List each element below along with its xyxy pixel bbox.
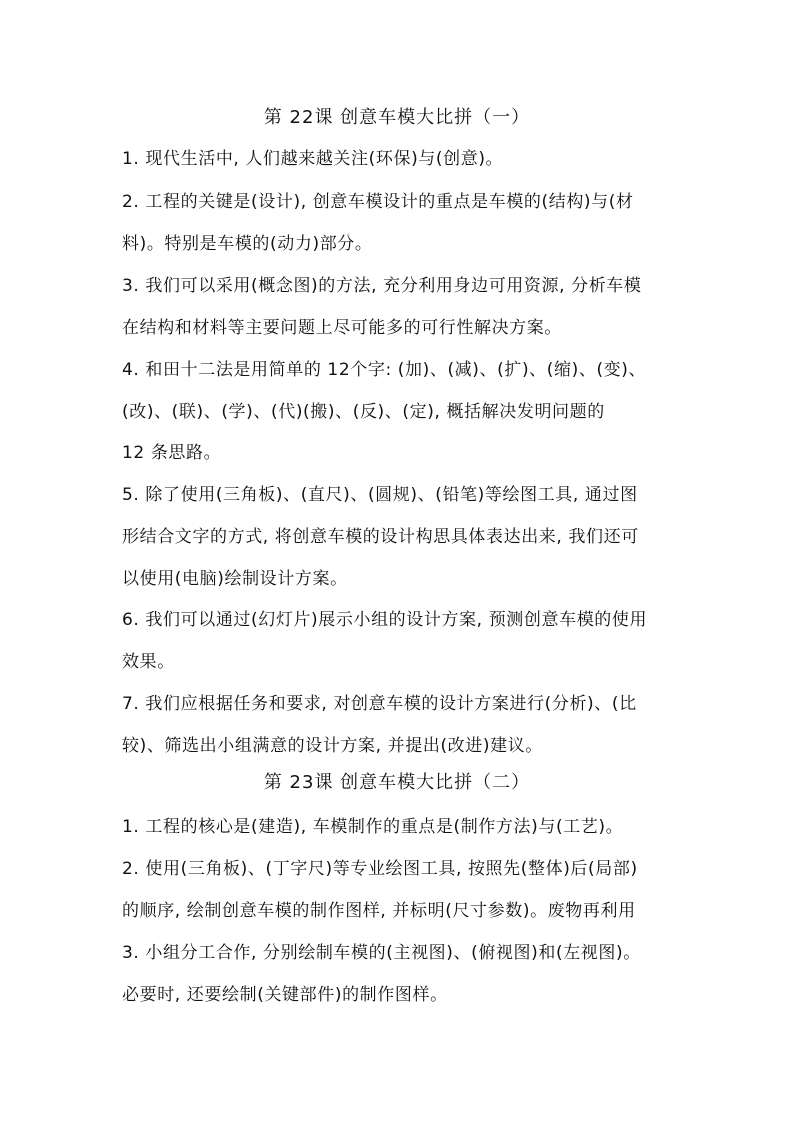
lesson-22-line-13: 效果。 — [122, 652, 175, 672]
lesson-22-line-15: 较)、筛选出小组满意的设计方案, 并提出(改进)建议。 — [122, 736, 543, 756]
lesson-22-line-9: 5. 除了使用(三角板)、(直尺)、(圆规)、(铅笔)等绘图工具, 通过图 — [122, 485, 638, 505]
lesson-22-line-1: 1. 现代生活中, 人们越来越关注(环保)与(创意)。 — [122, 149, 504, 169]
lesson-22-line-14: 7. 我们应根据任务和要求, 对创意车模的设计方案进行(分析)、(比 — [122, 694, 637, 714]
lesson-22-line-11: 以使用(电脑)绘制设计方案。 — [122, 569, 348, 589]
lesson-22-line-3: 料)。特别是车模的(动力)部分。 — [122, 234, 373, 254]
lesson-23-title: 第 23课 创意车模大比拼（二） — [263, 772, 531, 793]
lesson-22-line-7: (改)、(联)、(学)、(代)(搬)、(反)、(定), 概括解决发明问题的 — [122, 402, 605, 422]
lesson-22-line-12: 6. 我们可以通过(幻灯片)展示小组的设计方案, 预测创意车模的使用 — [122, 610, 648, 630]
lesson-23-line-2: 2. 使用(三角板)、(丁字尺)等专业绘图工具, 按照先(整体)后(局部) — [122, 859, 638, 879]
lesson-22-line-5: 在结构和材料等主要问题上尽可能多的可行性解决方案。 — [122, 318, 562, 338]
lesson-22-line-2: 2. 工程的关键是(设计), 创意车模设计的重点是车模的(结构)与(材 — [122, 192, 634, 212]
lesson-22-title: 第 22课 创意车模大比拼（一） — [263, 107, 531, 128]
lesson-22-line-6: 4. 和田十二法是用简单的 12个字: (加)、(减)、(扩)、(缩)、(变)、 — [122, 360, 647, 380]
lesson-22-line-8: 12 条思路。 — [122, 443, 222, 463]
lesson-23-line-5: 必要时, 还要绘制(关键部件)的制作图样。 — [122, 985, 448, 1005]
lesson-22-line-10: 形结合文字的方式, 将创意车模的设计构思具体表达出来, 我们还可 — [122, 527, 639, 547]
lesson-22-line-4: 3. 我们可以采用(概念图)的方法, 充分利用身边可用资源, 分析车模 — [122, 276, 642, 296]
lesson-23-line-1: 1. 工程的核心是(建造), 车模制作的重点是(制作方法)与(工艺)。 — [122, 817, 624, 837]
lesson-23-line-3: 的顺序, 绘制创意车模的制作图样, 并标明(尺寸参数)。废物再利用 — [122, 901, 636, 921]
lesson-23-line-4: 3. 小组分工合作, 分别绘制车模的(主视图)、(俯视图)和(左视图)。 — [122, 943, 641, 963]
